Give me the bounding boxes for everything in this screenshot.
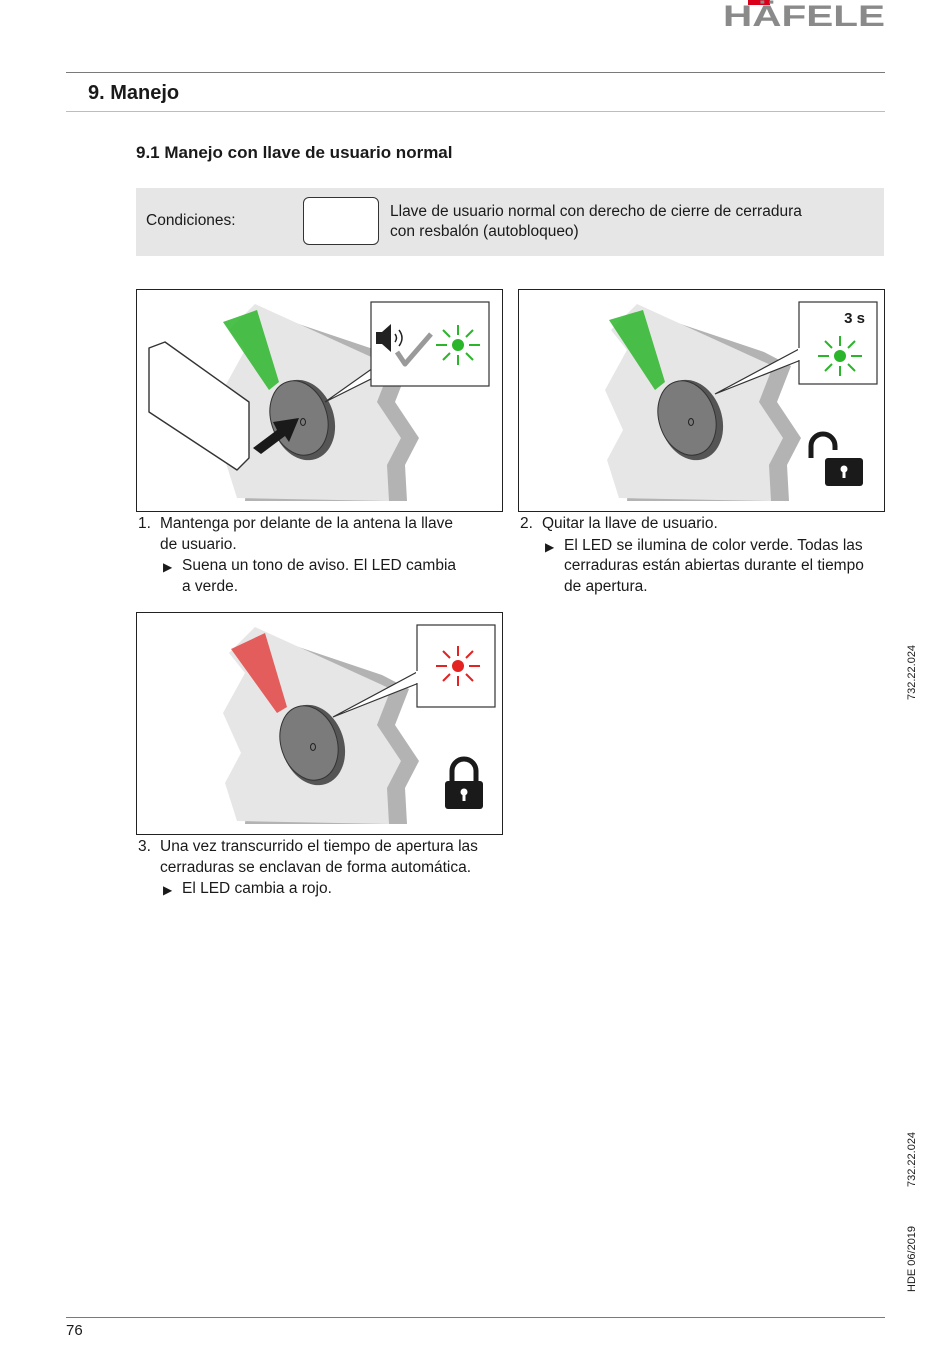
conditions-label: Condiciones: — [146, 212, 236, 229]
step-1-result — [138, 556, 508, 597]
step-3-number: 3. — [138, 838, 151, 855]
step-3-line2: cerraduras se enclavan de forma automática. — [160, 858, 472, 876]
result-arrow-icon: ▶ — [163, 560, 173, 574]
result-arrow-icon: ▶ — [545, 539, 555, 554]
step-1 — [138, 514, 508, 597]
step-2-number: 2. — [520, 515, 533, 532]
illustration-step-3 — [136, 612, 503, 835]
page-number: 76 — [66, 1322, 83, 1339]
step-3-result — [138, 879, 518, 900]
section-title: 9. Manejo — [88, 82, 180, 104]
led-red-icon — [436, 646, 480, 686]
step-1-line1: Mantenga por delante de la antena la llave — [160, 515, 453, 532]
result-arrow-icon: ▶ — [163, 883, 173, 897]
led-green-icon — [436, 325, 480, 365]
user-key-icon — [303, 197, 379, 245]
subsection-title: 9.1 Manejo con llave de usuario normal — [136, 143, 453, 162]
step-2-result-line3: de apertura. — [564, 577, 648, 595]
step-2-result-line2: cerraduras están abiertas durante el tiempo — [564, 557, 864, 574]
conditions-text-line2: con resbalón (autobloqueo) — [390, 223, 579, 240]
conditions-text-line1: Llave de usuario normal con derecho de cierre de cerradura — [390, 203, 802, 220]
padlock-open-icon — [811, 434, 863, 486]
footer-rule — [66, 1317, 885, 1318]
brand-name: HÄFELE — [723, 0, 885, 30]
side-code-bottom: 732.22.024 — [906, 1131, 918, 1187]
header-rule — [66, 72, 885, 73]
step-1-result-line2: a verde. — [182, 577, 239, 595]
illustration-step-1 — [136, 289, 503, 512]
conditions-text — [390, 202, 870, 242]
illustration-step-2 — [518, 289, 885, 512]
section-rule — [66, 111, 885, 112]
step-1-result-line1: Suena un tono de aviso. El LED cambia — [182, 557, 457, 574]
step-3 — [138, 837, 518, 900]
step-2-line1: Quitar la llave de usuario. — [542, 515, 718, 532]
led-callout — [799, 302, 877, 384]
step-2 — [520, 514, 890, 597]
led-green-icon — [818, 336, 862, 376]
step-3-line1: Una vez transcurrido el tiempo de apertura las — [160, 838, 478, 855]
hafele-logo — [722, 0, 886, 30]
side-date: HDE 06/2019 — [906, 1225, 918, 1292]
step-1-number: 1. — [138, 515, 151, 532]
padlock-closed-icon — [445, 759, 483, 809]
time-label: 3 s — [844, 310, 865, 327]
step-2-result — [520, 536, 890, 598]
step-2-result-line1: El LED se ilumina de color verde. Todas las — [564, 536, 863, 554]
key-card-icon — [149, 342, 249, 470]
step-1-line2: de usuario. — [160, 535, 237, 553]
step-3-result-line1: El LED cambia a rojo. — [182, 880, 332, 897]
side-code-top: 732.22.024 — [906, 644, 918, 700]
